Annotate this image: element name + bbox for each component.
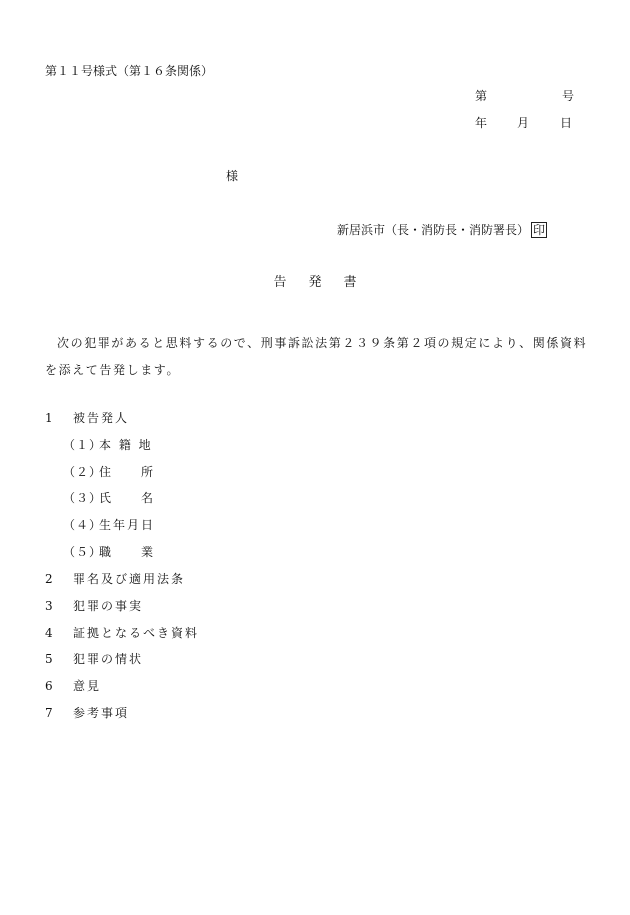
form-label: 第１１号様式（第１６条関係） [45,64,214,78]
item-4 [45,627,199,639]
item-label: 犯罪の情状 [73,652,144,666]
subitem-number: （４） [63,518,103,532]
subitem-2 [63,466,155,478]
subitem-label: 住 所 [99,465,156,479]
item-5 [45,653,143,665]
item-1 [45,412,129,424]
issuer-name: 新居浜市（長・消防長・消防署長） [337,223,530,237]
subitem-label: 氏 名 [99,491,156,505]
subitem-5 [63,546,155,558]
subitem-3 [63,492,155,504]
document-title: 告発書 [273,275,379,290]
item-label: 被告発人 [73,411,130,425]
item-number: 2 [45,572,55,586]
document-number-suffix: 号 [562,89,575,103]
item-label: 参考事項 [73,706,130,720]
subitem-label: 職 業 [99,545,156,559]
item-number: 6 [45,679,55,693]
item-label: 犯罪の事実 [73,599,144,613]
item-label: 罪名及び適用法条 [73,572,186,586]
item-number: 3 [45,599,55,613]
subitem-label: 生年月日 [99,518,156,532]
item-number: 5 [45,652,55,666]
item-6 [45,680,101,692]
item-3 [45,600,143,612]
subitem-number: （１） [63,438,103,452]
item-number: 1 [45,411,55,425]
item-2 [45,573,185,585]
item-label: 証拠となるべき資料 [73,626,200,640]
document-number-prefix: 第 [475,89,488,103]
subitem-number: （２） [63,465,103,479]
subitem-1 [63,439,153,451]
body-paragraph: 次の犯罪があると思料するので、刑事訴訟法第２３９条第２項の規定により、関係資料を添えて告発します。 [45,336,588,377]
date-year-label: 年 [475,116,488,130]
subitem-4 [63,519,155,531]
subitem-number: （５） [63,545,103,559]
subitem-label: 本 籍 地 [99,438,153,452]
item-number: 7 [45,706,55,720]
seal-mark: 印 [533,223,546,237]
subitem-number: （３） [63,491,103,505]
item-number: 4 [45,626,55,640]
issuer-line [337,222,547,238]
item-7 [45,707,129,719]
date-day-label: 日 [560,116,573,130]
item-label: 意見 [73,679,102,693]
date-month-label: 月 [517,116,530,130]
addressee-honorific: 様 [226,169,239,183]
